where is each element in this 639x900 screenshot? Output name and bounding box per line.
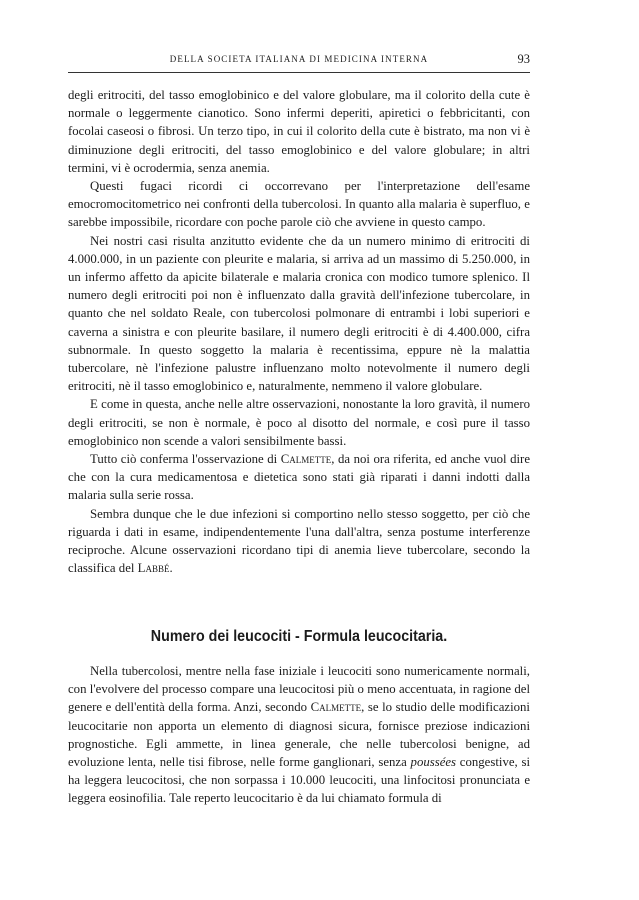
running-title: DELLA SOCIETA ITALIANA DI MEDICINA INTERNA <box>169 54 429 64</box>
author-name-calmette-2: Calmette <box>310 700 362 715</box>
italic-term: poussées <box>410 755 457 770</box>
paragraph-7-text-a: Nella tubercolosi, mentre nella fase iniziale i leucociti sono numericamente normali, con l'evolvere del processo compare una leucocitosi più o meno accentuata, in ragione del genere e dell'entità della forma. Anzi, secondo <box>68 664 530 715</box>
paragraph-5-text-a: Tutto ciò conferma l'osservazione di <box>90 452 281 467</box>
paragraph-7-text-c: congestive, si ha leggera leucocitosi, che non sorpassa i 10.000 leucociti, una linfocitosi pronunciata e leggera eosinofilia. Tale reperto leucocitario è da lui chiamato formula di <box>68 755 531 806</box>
paragraph-7-text-b: , se lo studio delle modificazioni leucocitarie non apporta un elemento di diagnosi sicura, fornisce preziose indicazioni prognostiche. Egli ammette, in linea generale, che nelle tubercolosi benigne, ad evoluzione lenta, nelle tisi fibrose, nelle forme ganglionari, senza <box>68 700 530 770</box>
paragraph-4: E come in questa, anche nelle altre osservazioni, nonostante la loro gravità, il numero degli eritrociti, se non è normale, è poco al disotto del normale, e così pure il tasso emoglobinico non scende a valori sensibilmente bassi. <box>68 397 530 448</box>
section-heading: Numero dei leucociti - Formula leucocitaria. <box>150 628 448 645</box>
paragraph-5 <box>68 450 530 505</box>
paragraph-5-text-b: , da noi ora riferita, ed anche vuol dire che con la cura medicamentosa e dietetica sono stati già riparati i danni indotti dalla malaria sulla serie rossa. <box>68 452 531 503</box>
author-name-labbe: Labbé <box>137 561 170 576</box>
body-text-lower <box>68 662 530 808</box>
paragraph-6-text-b: . <box>169 561 173 576</box>
paragraph-7 <box>68 662 530 808</box>
author-name-calmette: Calmette <box>280 452 332 467</box>
paragraph-1: degli eritrociti, del tasso emoglobinico e del valore globulare, ma il colorito della cute è normale o leggermente cianotico. Sono infermi deperiti, apiretici o febbricitanti, con focolai caseosi o fibrosi. Un terzo tipo, in cui il colorito della cute è bistrato, ma non vi è diminuzione degli eritrociti, del tasso emoglobinico e del valore globulare; in altri termini, vi è ocrodermia, senza anemia. <box>68 88 530 175</box>
paragraph-6 <box>68 505 530 578</box>
paragraph-2: Questi fugaci ricordi ci occorrevano per l'interpretazione dell'esame emocromocitometrico nei confronti della tubercolosi. In quanto alla malaria è superfluo, e sarebbe impossibile, ricordare con poche parole ciò che avviene in questo campo. <box>68 179 530 230</box>
running-header <box>68 52 530 73</box>
page-number: 93 <box>517 52 530 66</box>
paragraph-3: Nei nostri casi risulta anzitutto evidente che da un numero minimo di eritrociti di 4.000.000, in un paziente con pleurite e malaria, si arriva ad un massimo di 5.250.000, in un infermo affetto da apicite bilaterale e malaria cronica con modico tumore splenico. Il numero degli eritrociti poi non è influenzato dalla gravità dell'infezione tubercolare, in quanto che nel soldato Reale, con tubercolosi polmonare di entrambi i lobi superiori e caverna a sinistra e con pleurite basilare, il numero degli eritrociti è di 4.400.000, cifra subnormale. In questo soggetto la malaria è recentissima, eppure nè la malattia tubercolare, nè l'infezione palustre influenzano molto notevolmente il numero degli eritrociti, nè il tasso emoglobinico e, naturalmente, nemmeno il valore globulare. <box>68 233 530 394</box>
body-text-upper <box>68 86 530 577</box>
paragraph-6-text-a: Sembra dunque che le due infezioni si comportino nello stesso soggetto, per ciò che riguarda i dati in esame, indipendentemente l'una dall'altra, senza postume interferenze reciproche. Alcune osservazioni ricordano tipi di anemia lieve tubercolare, secondo la classifica del <box>68 506 530 576</box>
